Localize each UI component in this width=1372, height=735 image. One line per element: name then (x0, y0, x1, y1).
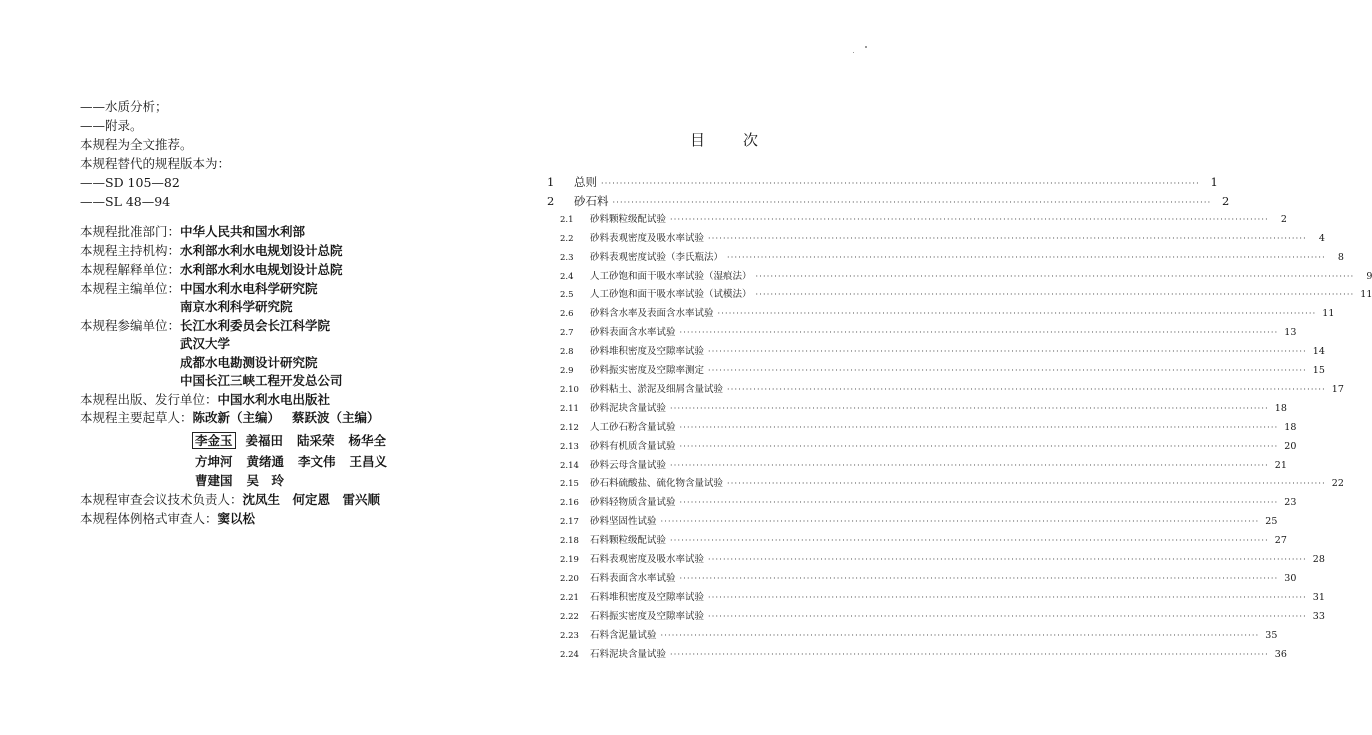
toc-entry-page: 13 (1284, 327, 1297, 339)
toc-leader-dots: ································································································································································ (755, 271, 1355, 281)
toc-leader-dots: ································································································································································ (601, 179, 1200, 188)
toc-entry-number: 2.22 (560, 611, 579, 622)
toc-entry-title: 砂料表观密度及吸水率试验 (590, 232, 705, 244)
approval-dept-line (80, 224, 305, 240)
toc-leader-dots: ································································································································································ (679, 422, 1279, 432)
toc-entry-page: 4 (1318, 232, 1325, 244)
toc-leader-dots: ································································································································································ (670, 403, 1269, 413)
publisher-value: 中国水利水电出版社 (217, 392, 331, 407)
toc-leader-dots: ································································································································································ (727, 479, 1326, 489)
toc-entry-number: 2.13 (560, 441, 579, 452)
toc-entry-number: 2.8 (560, 347, 574, 358)
toc-entry-page: 18 (1274, 402, 1287, 414)
review-lead-label: 本规程审查会议技术负责人： (80, 492, 243, 507)
text-line: 本规程替代的规程版本为： (80, 156, 231, 171)
toc-entry (560, 251, 1344, 265)
toc-leader-dots: ································································································································································ (679, 573, 1279, 583)
toc-entry-number: 2.14 (560, 460, 579, 471)
toc-entry-title: 砂料含水率及表面含水率试验 (590, 308, 714, 320)
participating-unit: 成都水电勘测设计研究院 (180, 355, 318, 370)
toc-entry (547, 175, 1218, 191)
toc-leader-dots: ································································································································································ (727, 384, 1326, 394)
toc-entry-number: 2.3 (560, 252, 574, 263)
interpret-unit-value: 水利部水利水电规划设计总院 (180, 262, 343, 277)
toc-entry-title: 石料表面含水率试验 (590, 572, 676, 584)
format-reviewer-line (80, 511, 255, 527)
toc-leader-dots: ································································································································································ (670, 536, 1269, 546)
left-page (0, 0, 475, 735)
toc-entry-page: 18 (1284, 421, 1297, 433)
toc-entry-number: 2.19 (560, 555, 579, 565)
toc-leader-dots: ································································································································································ (717, 309, 1317, 319)
toc-entry-number: 2.1 (560, 214, 574, 225)
toc-entry-title: 石料堆积密度及空隙率试验 (590, 591, 705, 603)
toc-leader-dots: ································································································································································ (708, 555, 1307, 564)
toc-leader-dots: ································································································································································ (727, 252, 1326, 262)
toc-entry-number: 2.7 (560, 328, 574, 339)
list-item: ——附录。 (80, 118, 143, 133)
drafters-line (80, 410, 380, 426)
toc-entry-number: 2.16 (560, 498, 579, 509)
toc-leader-dots: ································································································································································ (708, 233, 1307, 243)
approval-dept-label: 本规程批准部门： (80, 224, 181, 239)
chief-editor-unit: 南京水利科学研究院 (180, 299, 293, 314)
toc-entry (560, 496, 1297, 510)
text-line: 本规程为全文推荐。 (80, 137, 193, 152)
toc-entry-title: 砂石料 (574, 193, 609, 208)
toc-leader-dots: ································································································································································ (679, 328, 1279, 338)
toc-entry-title: 砂料表面含水率试验 (590, 327, 676, 339)
toc-entry-number: 2.4 (560, 271, 574, 282)
drafters-label: 本规程主要起草人： (80, 410, 193, 425)
toc-entry (560, 440, 1297, 454)
toc-entry-title: 砂料粘土、淤泥及细屑含量试验 (590, 383, 724, 395)
toc-entry-page: 11 (1322, 308, 1335, 320)
toc-entry-page: 1 (1210, 175, 1218, 189)
toc-entry-page: 15 (1312, 365, 1325, 376)
toc-entry (560, 326, 1297, 340)
toc-entry-title: 人工砂石粉含量试验 (590, 421, 676, 433)
review-lead-line (80, 492, 380, 508)
toc-leader-dots: ································································································································································ (708, 347, 1307, 357)
interpret-unit-label: 本规程解释单位： (80, 262, 181, 277)
toc-entry (560, 288, 1372, 302)
drafters-row (192, 433, 386, 449)
right-page (475, 0, 1372, 735)
drafter-name: 陆采荣 (297, 433, 335, 448)
toc-entry-title: 石料表观密度及吸水率试验 (590, 554, 705, 565)
host-org-label: 本规程主持机构： (80, 243, 181, 258)
toc-entry-number: 1 (547, 175, 555, 189)
toc-entry-page: 11 (1360, 289, 1372, 301)
toc-entry (547, 193, 1230, 210)
toc-entry-page: 33 (1312, 610, 1325, 622)
drafter-name-boxed: 李金玉 (192, 432, 236, 449)
toc-entry-title: 砂料表观密度试验（李氏瓶法） (590, 251, 724, 263)
toc-entry-number: 2.18 (560, 536, 579, 547)
scan-speck (865, 46, 867, 48)
toc-title: 目次 (690, 131, 797, 149)
toc-entry-title: 石料含泥量试验 (590, 629, 657, 641)
toc-leader-dots: ································································································································································ (670, 214, 1269, 224)
toc-entry-title: 砂料堆积密度及空隙率试验 (590, 346, 705, 358)
toc-entry-page: 8 (1337, 251, 1344, 263)
toc-leader-dots: ································································································································································ (679, 498, 1279, 508)
toc-leader-dots: ································································································································································ (670, 649, 1269, 659)
toc-entry-title: 砂料轻物质含量试验 (590, 497, 676, 509)
toc-entry-page: 2 (1222, 193, 1230, 208)
format-reviewer-label: 本规程体例格式审查人： (80, 511, 218, 526)
chief-editor-unit: 中国水利水电科学研究院 (180, 281, 318, 296)
toc-entry-title: 砂料泥块含量试验 (590, 402, 667, 414)
drafters-row (195, 473, 284, 489)
toc-leader-dots: ································································································································································ (679, 441, 1279, 451)
list-item: ——SL 48—94 (80, 194, 171, 209)
drafter-name: 杨华全 (348, 433, 387, 448)
toc-entry-number: 2.12 (560, 422, 579, 433)
drafter-name: 姜福田 (245, 433, 284, 448)
toc-entry-page: 14 (1312, 346, 1325, 358)
drafter-name: 方坤河 (195, 454, 233, 469)
toc-leader-dots: ································································································································································ (670, 460, 1269, 470)
toc-entry-page: 30 (1284, 572, 1297, 584)
drafter-name: 吴 玲 (246, 473, 285, 488)
drafter-name: 陈改新（主编） (192, 410, 281, 425)
toc-leader-dots: ································································································································································ (660, 517, 1260, 527)
toc-entry-title: 砂料振实密度及空隙率测定 (590, 365, 705, 376)
toc-entry-number: 2.23 (560, 630, 579, 641)
list-item: ——水质分析； (80, 99, 168, 114)
toc-entry-number: 2.11 (560, 403, 579, 414)
drafter-name: 曹建国 (195, 473, 233, 488)
toc-entry-page: 2 (1280, 213, 1287, 225)
toc-entry-number: 2.2 (560, 233, 574, 244)
toc-entry-title: 总则 (574, 175, 597, 189)
toc-entry-title: 砂料有机质含量试验 (590, 440, 676, 452)
toc-entry-title: 砂料云母含量试验 (590, 459, 667, 471)
participating-unit: 武汉大学 (180, 336, 231, 351)
toc-entry-number: 2.20 (560, 573, 579, 584)
toc-leader-dots: ································································································································································ (612, 197, 1212, 207)
toc-entry-number: 2.9 (560, 366, 574, 376)
drafter-name: 黄绪通 (246, 454, 285, 469)
participating-line (80, 318, 330, 334)
toc-entry-page: 23 (1284, 497, 1297, 509)
toc-entry-page: 17 (1331, 383, 1344, 395)
toc-entry-title: 人工砂饱和面干吸水率试验（湿痕法） (590, 270, 752, 282)
toc-leader-dots: ································································································································································ (708, 366, 1307, 375)
publisher-line (80, 392, 330, 408)
toc-entry-page: 28 (1312, 554, 1325, 565)
toc-entry (560, 515, 1278, 529)
list-item: ——SD 105—82 (80, 175, 180, 190)
toc-entry-page: 27 (1274, 535, 1287, 547)
toc-entry-number: 2 (547, 193, 555, 208)
toc-entry-page: 21 (1274, 459, 1287, 471)
toc-entry (560, 591, 1325, 605)
format-reviewer-value: 窦以松 (217, 511, 256, 526)
toc-entry (560, 270, 1372, 284)
toc-entry-number: 2.10 (560, 384, 579, 395)
toc-entry-page: 22 (1331, 478, 1344, 490)
toc-entry-title: 石料振实密度及空隙率试验 (590, 610, 705, 622)
toc-entry (560, 553, 1325, 567)
approval-dept-value: 中华人民共和国水利部 (180, 224, 306, 239)
toc-entry (560, 364, 1325, 378)
toc-entry (560, 402, 1287, 416)
participating-label: 本规程参编单位： (80, 318, 181, 333)
toc-leader-dots: ································································································································································ (708, 611, 1307, 621)
toc-entry-page: 31 (1312, 591, 1325, 603)
review-lead-value: 沈凤生 何定恩 雷兴顺 (242, 492, 381, 507)
toc-entry (560, 629, 1278, 643)
publisher-label: 本规程出版、发行单位： (80, 392, 218, 407)
toc-entry (560, 307, 1335, 321)
scan-speck (853, 52, 854, 53)
toc-leader-dots: ································································································································································ (755, 290, 1355, 300)
toc-entry (560, 213, 1287, 227)
toc-entry-title: 石料泥块含量试验 (590, 648, 667, 660)
drafter-name: 李文伟 (298, 454, 336, 469)
toc-entry (560, 534, 1287, 548)
toc-entry (560, 572, 1297, 586)
toc-entry (560, 610, 1325, 624)
drafters-row (195, 454, 387, 470)
toc-entry (560, 648, 1287, 662)
toc-entry-page: 25 (1265, 516, 1278, 528)
toc-entry-page: 20 (1284, 440, 1297, 452)
toc-entry-title: 石料颗粒级配试验 (590, 535, 667, 547)
toc-entry-page: 9 (1366, 270, 1372, 282)
toc-entry-title: 砂石料硫酸盐、硫化物含量试验 (590, 478, 724, 490)
toc-entry-number: 2.5 (560, 290, 574, 301)
drafter-name: 王昌义 (349, 454, 388, 469)
interpret-unit-line (80, 262, 343, 278)
host-org-line (80, 243, 343, 259)
toc-entry (560, 421, 1297, 435)
toc-leader-dots: ································································································································································ (660, 630, 1260, 640)
toc-leader-dots: ································································································································································ (708, 592, 1307, 602)
toc-entry (560, 345, 1325, 359)
toc-entry-number: 2.6 (560, 309, 574, 320)
drafter-name: 蔡跃波（主编） (292, 410, 380, 425)
chief-editor-line (80, 281, 318, 297)
chief-editor-label: 本规程主编单位： (80, 281, 181, 296)
toc-entry-title: 人工砂饱和面干吸水率试验（试模法） (590, 289, 752, 301)
toc-entry-page: 36 (1274, 648, 1287, 660)
toc-entry-number: 2.17 (560, 517, 579, 528)
toc-entry (560, 383, 1344, 397)
participating-unit: 长江水利委员会长江科学院 (180, 318, 331, 333)
toc-entry-title: 砂料坚固性试验 (590, 516, 657, 528)
toc-entry-number: 2.24 (560, 649, 579, 660)
participating-unit: 中国长江三峡工程开发总公司 (180, 373, 343, 388)
toc-entry-number: 2.15 (560, 479, 579, 490)
toc-entry-number: 2.21 (560, 592, 579, 603)
toc-entry (560, 477, 1344, 491)
toc-entry (560, 232, 1325, 246)
toc-entry (560, 459, 1287, 473)
host-org-value: 水利部水利水电规划设计总院 (180, 243, 343, 258)
toc-entry-title: 砂料颗粒级配试验 (590, 213, 667, 225)
toc-entry-page: 35 (1265, 629, 1278, 641)
